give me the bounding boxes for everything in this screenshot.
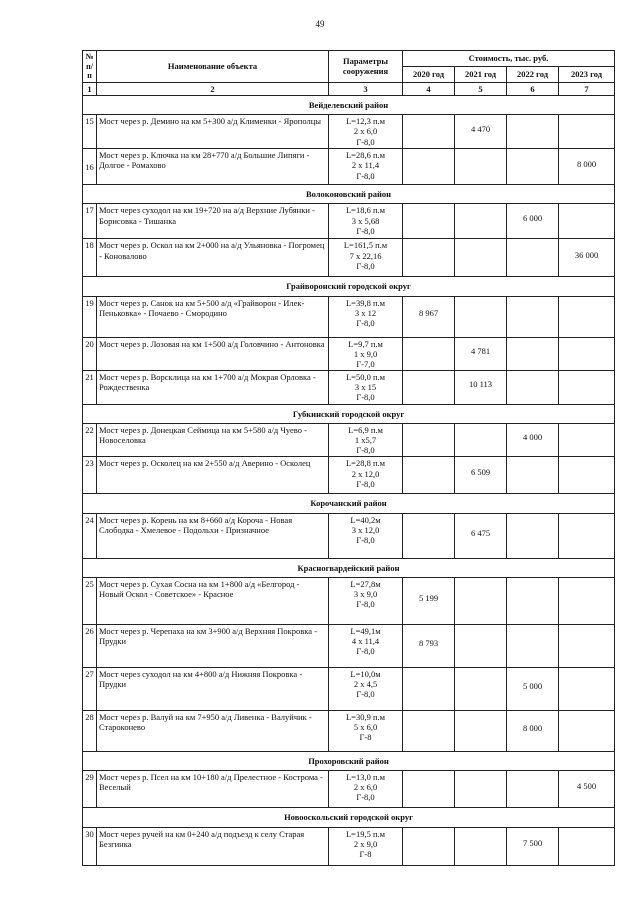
param-line: Г-8,0 [356,478,375,489]
structure-params [329,577,403,624]
param-line: 2 х 11,4 [351,160,380,171]
param-line: L=12,3 п.м [345,116,386,127]
structure-params [329,423,403,457]
cost-cell [559,770,615,807]
object-name: Мост через суходол на км 4+800 а/д Нижняя Покровка - Прудки [97,667,329,710]
object-name: Мост через ручей на км 0+240 а/д подъезд к селу Старая Безгинка [97,827,329,865]
cost-value: 8 000 [576,158,597,169]
cost-value: 10 113 [468,379,493,390]
structure-params [329,770,403,807]
cost-cell [455,337,507,371]
object-name: Мост через р. Санок на км 5+500 а/д «Грайворон - Илек-Пеньковка» - Почаево - Смородино [97,296,329,337]
table-row [83,149,615,185]
cost-value: 5 000 [522,680,543,691]
cost-cell [403,204,455,239]
param-line: 3 х 5,68 [351,215,380,226]
cost-cell [455,624,507,667]
row-number: 25 [83,577,97,624]
cost-cell [403,624,455,667]
header-year-2020: 2020 год [403,66,455,82]
cost-cell [559,149,615,185]
cost-value: 8 967 [418,308,439,319]
param-line: L=13,0 п.м [345,771,386,782]
row-number: 20 [83,337,97,371]
param-line: 5 х 6,0 [353,721,378,732]
object-name: Мост через р. Псел на км 10+180 а/д Прелестное - Кострома - Веселый [97,770,329,807]
structure-params [329,115,403,149]
cost-cell [559,337,615,371]
section-row [83,807,615,827]
cost-value: 8 793 [418,637,439,648]
object-name: Мост через суходол на км 19+720 на а/д Верхние Лубянки - Борисовка - Тишанка [97,204,329,239]
table-row [83,371,615,405]
param-line: L=50,0 п.м [345,372,386,383]
header-year-2023: 2023 год [559,66,615,82]
cost-value: 4 781 [470,345,491,356]
section-title: Вейделевский район [83,95,615,114]
param-line: Г-8,0 [356,392,375,403]
structure-params [329,239,403,277]
structure-params [329,149,403,185]
row-number: 24 [83,513,97,558]
structure-params [329,710,403,751]
cost-value: 6 000 [522,213,543,224]
param-line: 2 х 6,0 [353,126,378,137]
section-row [83,494,615,513]
param-line: L=6,9 п.м [348,424,383,435]
param-line: L=30,9 п.м [345,711,386,722]
cost-cell [559,457,615,494]
cost-cell [507,827,559,865]
object-name: Мост через р. Донецкая Сеймица на км 5+580 а/д Чуево - Новоселовка [97,423,329,457]
cost-value: 36 000 [574,249,599,260]
param-line: 2 х 6,0 [353,782,378,793]
section-title: Корочанский район [83,494,615,513]
cost-cell [455,513,507,558]
cost-cell [559,667,615,710]
row-number: 16 [83,149,97,185]
structure-params [329,296,403,337]
table-row [83,577,615,624]
cost-cell [403,667,455,710]
header-name: Наименование объекта [97,51,329,83]
cost-value: 7 500 [522,838,543,849]
param-line: L=161,5 п.м [343,240,388,251]
cost-cell [455,577,507,624]
table-row [83,423,615,457]
cost-value: 6 509 [470,467,491,478]
cost-cell [507,371,559,405]
cost-cell [507,577,559,624]
param-line: Г-8,0 [356,317,375,328]
structure-params [329,337,403,371]
table-row [83,624,615,667]
row-number: 27 [83,667,97,710]
cost-cell [559,624,615,667]
table-row [83,827,615,865]
cost-cell [559,710,615,751]
row-number: 15 [83,115,97,149]
cost-cell [507,513,559,558]
cost-cell [507,770,559,807]
cost-cell [455,457,507,494]
col-number: 7 [559,82,615,95]
param-line: Г-8,0 [356,646,375,657]
cost-cell [403,457,455,494]
cost-cell [403,296,455,337]
cost-cell [455,149,507,185]
table-row [83,710,615,751]
param-line: Г-8,0 [356,136,375,147]
structure-params [329,513,403,558]
cost-cell [403,115,455,149]
col-number: 4 [403,82,455,95]
object-name: Мост через р. Осколец на км 2+550 а/д Аверино - Осколец [97,457,329,494]
cost-value: 8 000 [522,722,543,733]
section-row [83,404,615,423]
param-line: 2 х 4,5 [353,678,378,689]
row-number: 18 [83,239,97,277]
cost-cell [507,239,559,277]
table-row [83,337,615,371]
param-line: 3 х 12,0 [351,524,380,535]
cost-cell [455,667,507,710]
param-line: 3 х 12 [354,307,377,318]
section-row [83,277,615,296]
param-line: Г-8,0 [356,792,375,803]
structure-params [329,624,403,667]
object-name: Мост через р. Ворсклица на км 1+700 а/д Мокрая Орловка - Рождественка [97,371,329,405]
cost-cell [507,296,559,337]
section-row [83,558,615,577]
param-line: L=9,7 п.м [348,338,383,349]
structure-params [329,457,403,494]
section-row [83,751,615,770]
table-body [83,95,615,865]
param-line: L=27,8м [350,578,381,589]
cost-cell [403,513,455,558]
row-number: 30 [83,827,97,865]
cost-cell [559,204,615,239]
col-number: 6 [507,82,559,95]
object-name: Мост через р. Корень на км 8+660 а/д Короча - Новая Слободка - Хмелевое - Подольхи - Призначное [97,513,329,558]
object-name: Мост через р. Демино на км 5+300 а/д Клименки - Ярополцы [97,115,329,149]
row-number: 29 [83,770,97,807]
row-number: 17 [83,204,97,239]
cost-cell [455,115,507,149]
cost-cell [559,577,615,624]
cost-value: 4 500 [576,780,597,791]
header-params: Параметры сооружения [329,51,403,83]
page-number: 49 [315,19,325,29]
section-title: Волоконовский район [83,185,615,204]
row-number: 28 [83,710,97,751]
cost-cell [507,457,559,494]
cost-cell [507,149,559,185]
cost-cell [403,770,455,807]
param-line: Г-8,0 [356,689,375,700]
cost-cell [403,423,455,457]
header-year-2022: 2022 год [507,66,559,82]
section-title: Красногвардейский район [83,558,615,577]
cost-cell [455,827,507,865]
section-title: Грайворонский городской округ [83,277,615,296]
structure-params [329,827,403,865]
table-row [83,457,615,494]
cost-cell [507,204,559,239]
cost-cell [403,149,455,185]
cost-cell [507,115,559,149]
param-line: Г-8 [359,732,372,743]
row-number: 22 [83,423,97,457]
param-line: 1 х5,7 [354,435,377,446]
param-line: L=28,8 п.м [345,458,386,469]
param-line: L=10,0м [350,668,381,679]
cost-cell [455,710,507,751]
param-line: Г-8 [359,849,372,860]
col-number: 2 [97,82,329,95]
param-line: 2 х 9,0 [353,839,378,850]
param-line: 4 х 11,4 [351,635,380,646]
section-title: Новооскольский городской округ [83,807,615,827]
cost-cell [403,337,455,371]
cost-cell [403,710,455,751]
col-number: 5 [455,82,507,95]
bridge-objects-table [82,50,615,866]
param-line: 7 х 22,16 [349,250,382,261]
section-row [83,185,615,204]
section-title: Прохоровский район [83,751,615,770]
param-line: Г-8,0 [356,225,375,236]
param-line: 2 х 12,0 [351,468,380,479]
param-line: 3 х 9,0 [353,588,378,599]
param-line: L=19,5 п.м [345,828,386,839]
cost-cell [455,239,507,277]
structure-params [329,371,403,405]
cost-cell [403,371,455,405]
col-number: 3 [329,82,403,95]
row-number: 21 [83,371,97,405]
header-year-2021: 2021 год [455,66,507,82]
object-name: Мост через р. Черепаха на км 3+900 а/д Верхняя Покровка - Прудки [97,624,329,667]
cost-cell [455,371,507,405]
cost-cell [403,239,455,277]
cost-cell [455,296,507,337]
structure-params [329,204,403,239]
cost-cell [455,770,507,807]
table-row [83,667,615,710]
cost-cell [507,667,559,710]
object-name: Мост через р. Сухая Сосна на км 1+800 а/д «Белгород - Новый Оскол - Советское» - Красное [97,577,329,624]
param-line: L=40,2м [350,514,381,525]
param-line: Г-8,0 [356,445,375,456]
row-number: 19 [83,296,97,337]
object-name: Мост через р. Валуй на км 7+950 а/д Ливенка - Валуйчик - Староконево [97,710,329,751]
object-name: Мост через р. Ключка на км 28+770 а/д Большие Липяги - Долгое - Ромахово [97,149,329,185]
cost-value: 4 000 [522,432,543,443]
param-line: Г-8,0 [356,170,375,181]
cost-cell [559,239,615,277]
cost-cell [507,624,559,667]
object-name: Мост через р. Лозовая на км 1+500 а/д Головчино - Антоновка [97,337,329,371]
row-number: 23 [83,457,97,494]
param-line: L=39,8 п.м [345,297,386,308]
param-line: Г-8,0 [356,534,375,545]
cost-cell [507,337,559,371]
col-number: 1 [83,82,97,95]
cost-cell [507,710,559,751]
cost-cell [559,423,615,457]
param-line: 3 х 15 [354,382,377,393]
cost-cell [403,827,455,865]
cost-cell [455,423,507,457]
table-row [83,239,615,277]
table-row [83,513,615,558]
row-number: 26 [83,624,97,667]
object-name: Мост через р. Оскол на км 2+000 на а/д Ульяновка - Погромец - Коновалово [97,239,329,277]
cost-cell [559,827,615,865]
table-row [83,770,615,807]
section-title: Губкинский городской округ [83,404,615,423]
cost-cell [559,115,615,149]
table-row [83,204,615,239]
table-row [83,115,615,149]
param-line: L=28,6 п.м [345,150,386,161]
cost-value: 6 475 [470,527,491,538]
structure-params [329,667,403,710]
cost-cell [403,577,455,624]
param-line: L=18,6 п.м [345,205,386,216]
header-num: № п/п [83,51,97,83]
section-row [83,95,615,114]
cost-cell [559,296,615,337]
cost-cell [559,513,615,558]
cost-cell [559,371,615,405]
table-header [83,51,615,96]
header-cost: Стоимость, тыс. руб. [403,51,615,67]
cost-cell [455,204,507,239]
param-line: Г-7,0 [356,358,375,369]
param-line: Г-8,0 [356,599,375,610]
param-line: L=49,1м [350,625,381,636]
cost-value: 4 470 [470,123,491,134]
cost-cell [507,423,559,457]
table-row [83,296,615,337]
param-line: Г-8,0 [356,260,375,271]
column-numbers-row [83,82,615,95]
param-line: 1 х 9,0 [353,348,378,359]
cost-value: 5 199 [418,592,439,603]
